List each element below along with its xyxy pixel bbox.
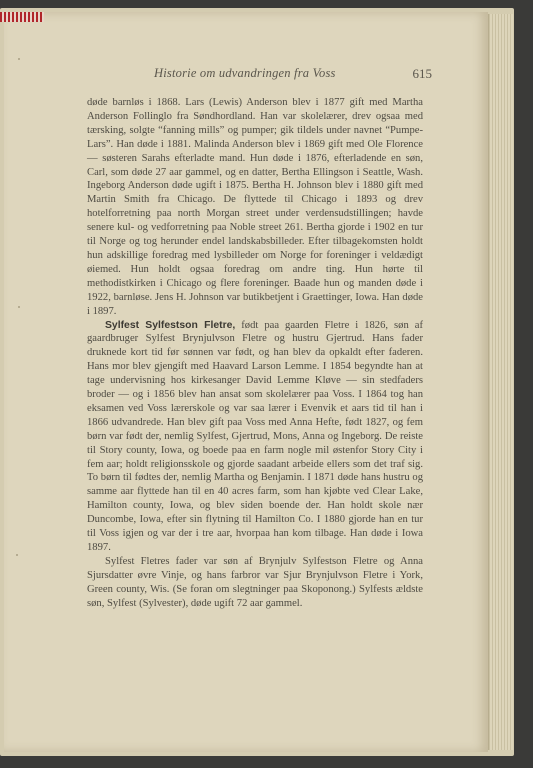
paragraph-text: døde barnløs i 1868. Lars (Lewis) Anderson blev i 1877 gift med Martha Anderson Follinglo fra Søndhordland. Han var skolelærer, drev ogsaa med tærsking, solgte “fanning mills” og pumper; gik tildels under navnet “Pumpe-Lars”. Han døde i 1881. Malinda Anderson blev i 1869 gift med Ole Florence — søsteren Sarahs efterladte mand. Hun døde i 1876, efterladende en søn, Carl, som døde 27 aar gammel, og en datter, Bertha Ellingson i Seattle, Wash. Ingeborg Anderson døde ugift i 1875. Bertha H. Johnson blev i 1880 gift med Martin Smith fra Chicago. De flyttede til Chicago i 1893 og drev hotelforretning paa north Morgan street under verdensudstillingen; havde senere kul- og vedforretning paa Noble street 261. Bertha gjorde i 1902 en tur til Norge og tog herunder endel landskabsbilleder. Efter tilbagekomsten holdt hun adskillige foredrag med lysbilleder om Norge for foreninger i veldædigt øiemed. Hun holdt ogsaa foredrag om andre ting. Hun hørte til methodistkirken i Chicago og flere foreninger. Baade hun og manden døde i 1922, barnløse. Jens H. Johnson var butikbetjent i Graettinger, Iowa. Han døde i 1897. <box>87 97 423 317</box>
body-text <box>87 96 423 611</box>
paragraph <box>87 555 423 611</box>
paragraph-text: født paa gaarden Fletre i 1826, søn af gaardbruger Sylfest Brynjulvson Fletre og hustru Gjertrud. Hans fader druknede kort tid før sønnen var født, og han blev da opkaldt efter faderen. Hans mor blev gjengift med Haavard Larson Lemme. I 1854 begyndte han at tage undervisning hos kirkesanger David Lemme Kløve — sin stedfaders broder — og i 1856 blev han ansat som skolelærer paa Voss. I 1864 tog han eksamen ved Voss lærerskole og var saa lærer i Evenvik et aars tid til han i 1866 udvandrede. Han blev gift paa Voss med Anna Hefte, født 1827, og fem børn var født der, nemlig Sylfest, Gjertrud, Mons, Anna og Ingeborg. De reiste til Story county, Iowa, og boede paa en farm nogle mil østenfor Story City i fem aar; holdt religionsskole og gjorde saadant arbeide ellers som det traf sig. To børn til fødtes der, nemlig Martha og Benjamin. I 1871 døde hans hustru og samme aar flyttede han til en 40 acres farm, som han kjøbte ved Clear Lake, Hamilton county, Iowa, og blev siden boende der. Han holdt skole nær Duncombe, Iowa, efter sin flytning til Hamilton Co. I 1880 gjorde han en tur til Voss igjen og var der i tre aar, hvorpaa han kom tilbage. Han døde i Iowa 1897. <box>87 319 423 553</box>
page-edges <box>488 14 513 750</box>
page-speck <box>18 58 20 60</box>
person-name-heading: Sylfest Sylfestson Fletre, <box>105 319 236 331</box>
page-speck <box>18 306 20 308</box>
page-speck <box>16 554 18 556</box>
bookmark-ribbon <box>0 12 44 22</box>
running-head: Historie om udvandringen fra Voss <box>154 66 336 80</box>
paragraph-text: Sylfest Fletres fader var søn af Brynjulv Sylfestson Fletre og Anna Sjursdatter øvre Vinje, og hans farbror var Sjur Brynjulvson Fletre i York, Green county, Wis. (Se foran om slegtninger paa Skoponong.) Sylfests ældste søn, Sylfest (Sylvester), døde ugift 72 aar gammel. <box>87 555 423 609</box>
paragraph <box>87 319 423 555</box>
page-number: 615 <box>412 66 432 81</box>
paragraph <box>87 96 423 319</box>
